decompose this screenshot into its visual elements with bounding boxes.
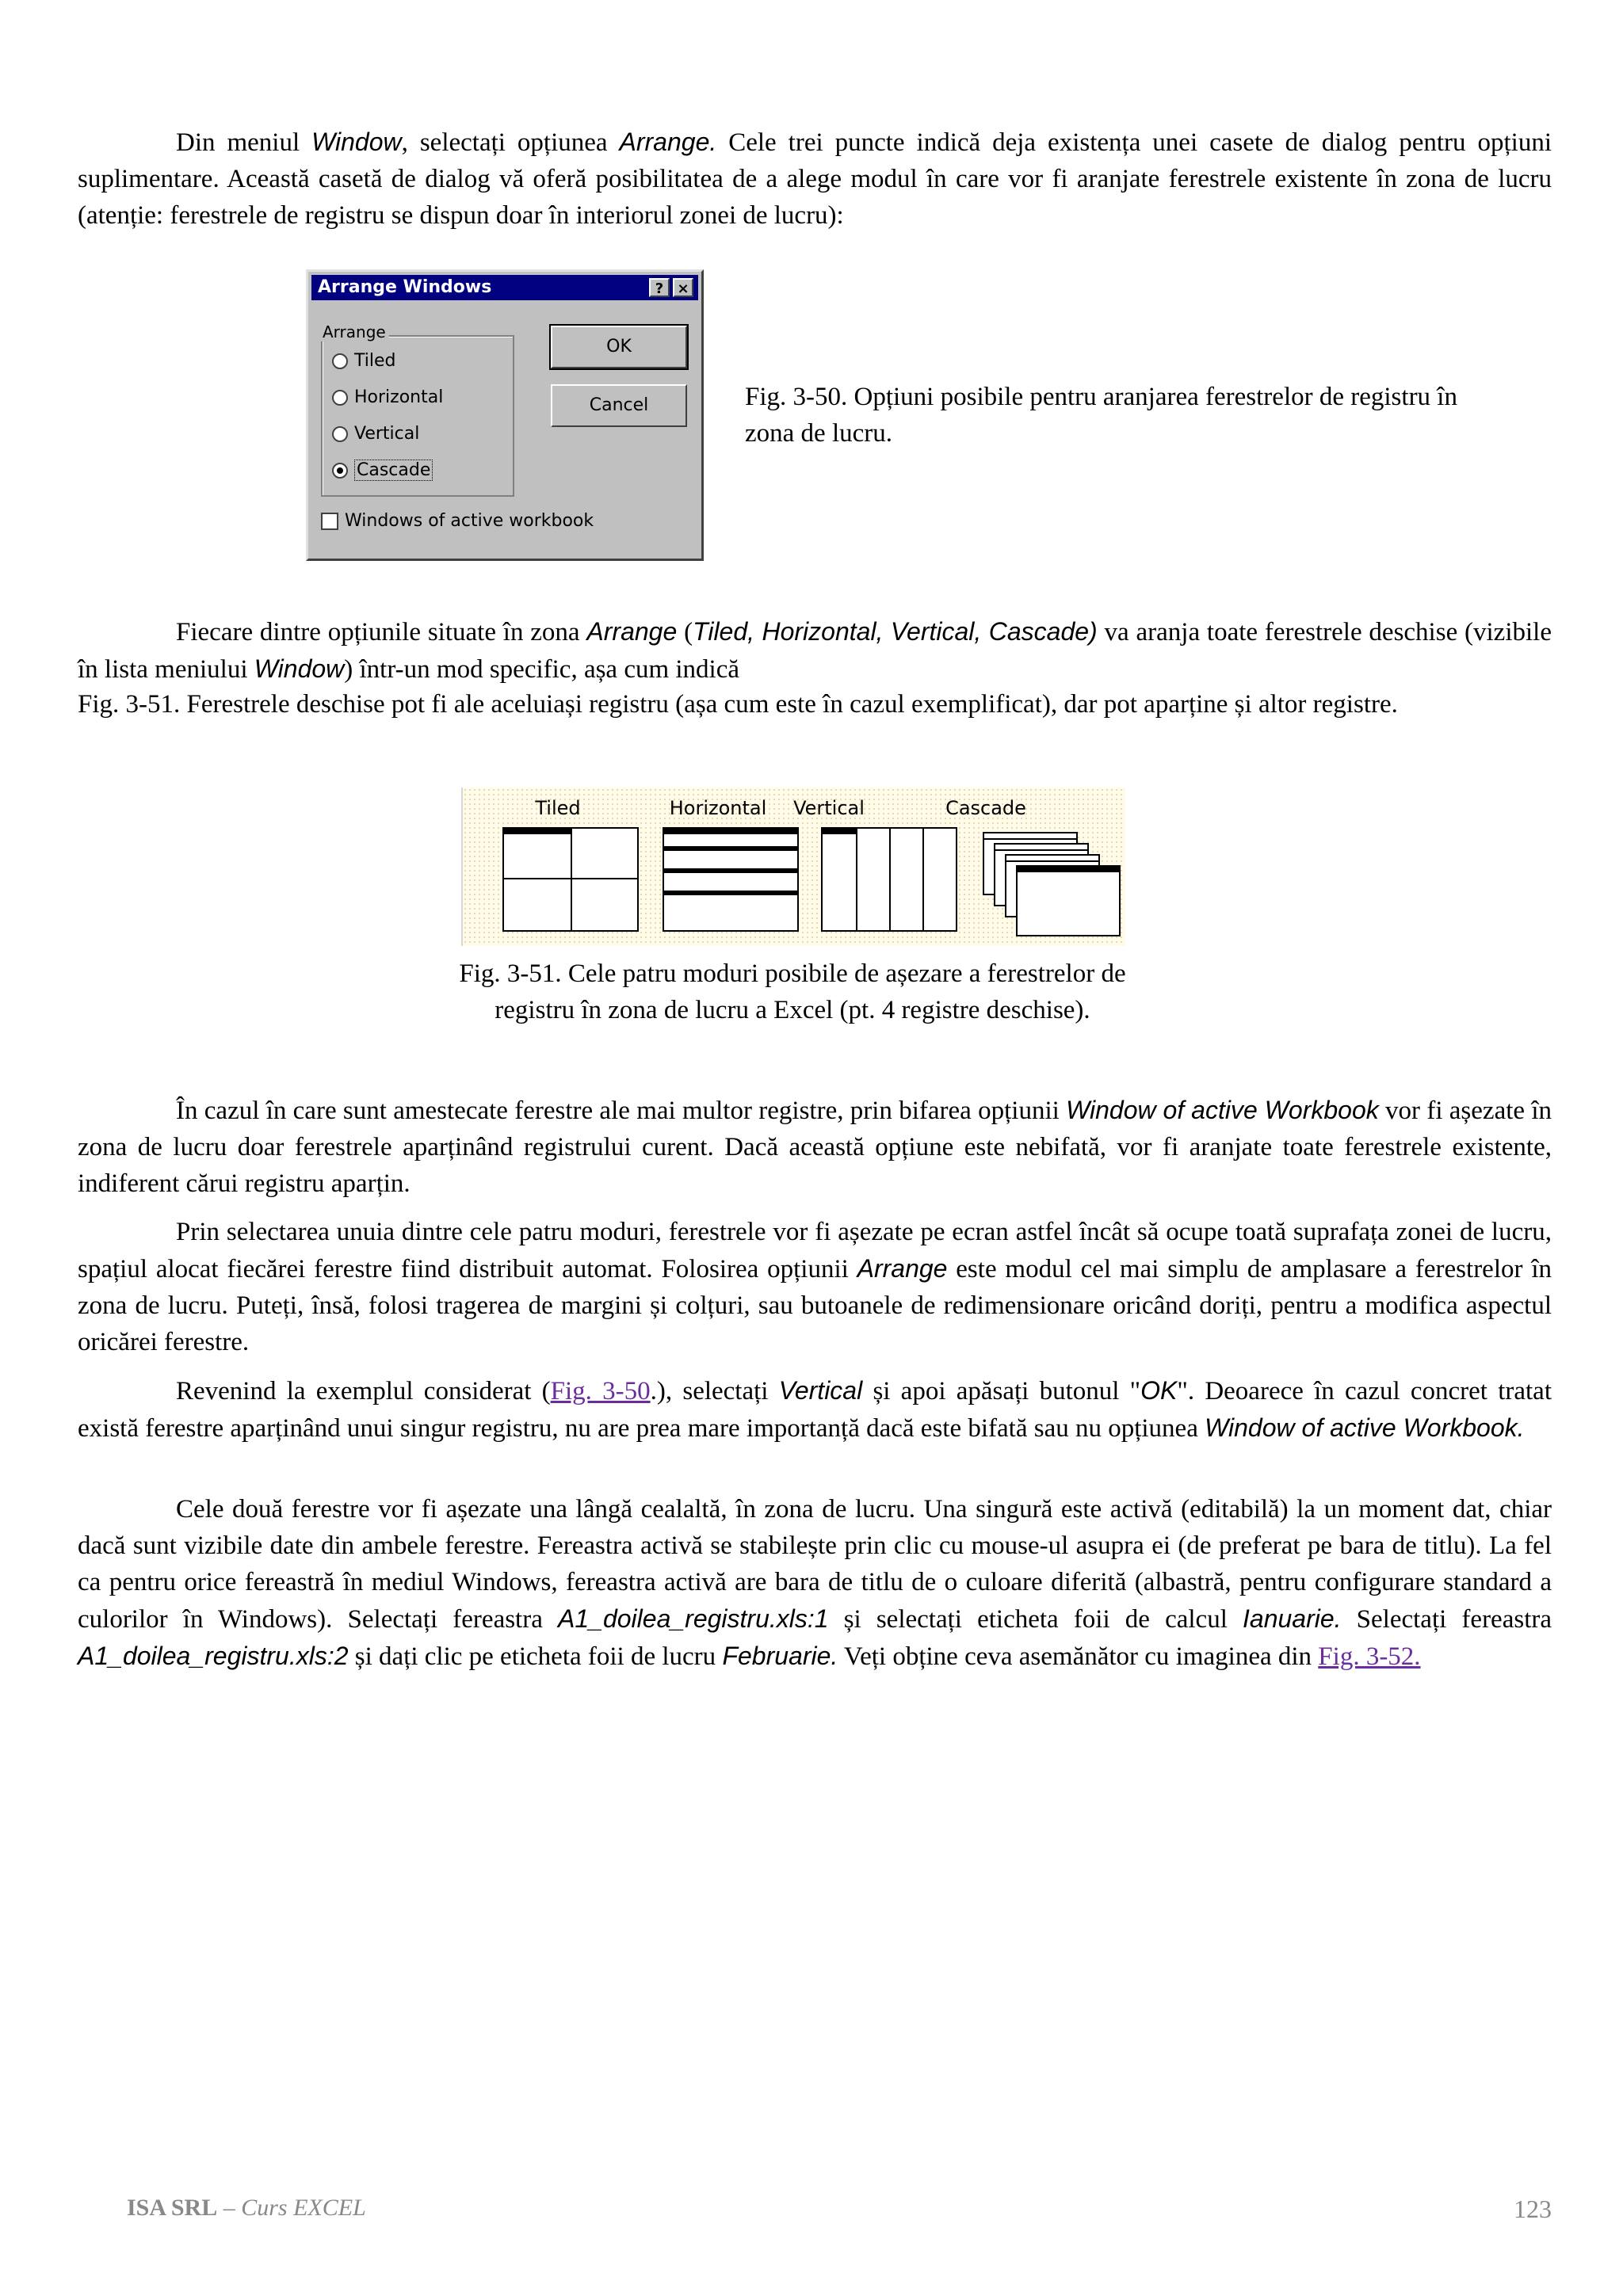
italic-term: Arrange. — [619, 128, 717, 156]
dialog-title: Arrange Windows — [318, 277, 492, 297]
divider — [664, 868, 797, 873]
italic-term: Vertical — [778, 1376, 863, 1405]
text: va aranja toate ferestrele deschise (vizibile în lista meniului — [78, 618, 1552, 684]
divider — [889, 829, 891, 930]
text: Selectați fereastra — [1341, 1605, 1552, 1634]
divider — [922, 829, 924, 930]
arrange-group-label: Arrange — [319, 322, 389, 341]
help-button[interactable]: ? — [649, 278, 670, 297]
text: și selectați eticheta foii de calcul — [828, 1605, 1243, 1634]
italic-term: Ianuarie. — [1243, 1604, 1342, 1633]
mode-label-tiled: Tiled — [535, 797, 581, 819]
italic-term: Window of active Workbook — [1066, 1096, 1379, 1124]
active-title-bar — [1018, 867, 1119, 872]
arrange-windows-dialog — [306, 269, 704, 561]
active-title-bar — [504, 829, 571, 834]
italic-term: Tiled, Horizontal, Vertical, Cascade) — [693, 617, 1098, 646]
radio-vertical[interactable] — [332, 424, 419, 444]
italic-term: OK — [1140, 1376, 1178, 1405]
radio-cascade[interactable] — [332, 460, 433, 480]
close-button[interactable]: × — [673, 278, 693, 297]
paragraph-intro — [78, 124, 1552, 234]
text: Revenind la exemplul considerat ( — [176, 1377, 551, 1405]
divider — [571, 829, 572, 930]
checkbox-label: Windows of active workbook — [345, 511, 594, 531]
footer-course: Curs EXCEL — [241, 2195, 366, 2221]
text: Cele două ferestre vor fi așezate una lângă cealaltă, în zona de lucru. Una singură este activă (editabilă) la un moment dat, chiar dacă sunt vizibile date din ambele ferestre. Fereastra activă se stabilește prin clic cu mouse-ul asupra ei (de preferat pe bara de titlu). La fel ca pentru orice fereastră în mediul Windows, fereastra activă are bara de titlu de o culoare diferită (albastră, pentru configurare standard a culorilor în Windows). Selectați fereastra — [78, 1495, 1552, 1634]
paragraph-example — [78, 1372, 1552, 1447]
text: și apoi apăsați butonul " — [862, 1377, 1141, 1405]
paragraph-arrange-options-cont — [78, 686, 1552, 723]
mode-label-vertical: Vertical — [793, 797, 865, 819]
fig-3-51-arrangement-modes — [461, 788, 1125, 946]
text: ) într-un mod specific, așa cum indică — [344, 655, 740, 684]
page-number: 123 — [1514, 2195, 1552, 2223]
divider — [504, 878, 637, 879]
footer-course-info — [127, 2195, 366, 2222]
horizontal-diagram — [663, 827, 799, 932]
mode-label-cascade: Cascade — [945, 797, 1026, 819]
fig-3-51-caption — [380, 955, 1205, 1028]
radio-label: Cascade — [354, 460, 433, 481]
italic-term: Window of active Workbook. — [1205, 1413, 1525, 1442]
paragraph-two-windows — [78, 1491, 1552, 1675]
radio-horizontal[interactable] — [332, 387, 443, 407]
divider — [856, 829, 857, 930]
text: Fig. 3-51. Ferestrele deschise pot fi ale aceluiași registru (așa cum este în cazul exemplificat), dar pot aparține și altor registre. — [78, 690, 1398, 719]
text: .), selectați — [650, 1377, 779, 1405]
divider — [664, 846, 797, 851]
footer-dash: – — [217, 2195, 242, 2221]
text: și dați clic pe eticheta foii de lucru — [348, 1642, 723, 1671]
text: Prin selectarea unuia dintre cele patru moduri, ferestrele vor fi așezate pe ecran astfel încât să ocupe toată suprafața zonei de lucru, spațiul alocat fiecărei ferestre fiind distribuit automat. Folosirea opțiunii — [78, 1218, 1552, 1283]
text: Veți obține ceva asemănător cu imaginea din — [838, 1642, 1319, 1671]
text: este modul cel mai simplu de amplasare a ferestrelor în zona de lucru. Puteți, însă, folosi tragerea de margini și colțuri, sau butoanele de redimensionare oricând doriți, pentru a modifica aspectul oricărei ferestre. — [78, 1255, 1552, 1356]
fig-3-50-caption: Fig. 3-50. Opțiuni posibile pentru aranjarea ferestrelor de registru în zona de lucru. — [745, 383, 1457, 448]
checkbox-icon — [321, 513, 338, 530]
radio-label: Horizontal — [354, 387, 444, 407]
paragraph-mixed-windows — [78, 1092, 1552, 1202]
radio-selected-icon — [332, 463, 348, 479]
text: Fiecare dintre opțiunile situate în zona — [176, 618, 587, 646]
cascade-window-4 — [1016, 865, 1121, 936]
italic-term: A1_doilea_registru.xls:2 — [78, 1642, 349, 1670]
radio-icon — [332, 390, 348, 406]
text: vor fi așezate în zona de lucru doar ferestrele aparținând registrului curent. Dacă această opțiune este nebifată, vor fi aranjate toate ferestrele existente, indiferent cărui registru aparțin. — [78, 1097, 1552, 1198]
windows-of-active-workbook-checkbox[interactable] — [321, 511, 594, 531]
radio-label: Vertical — [354, 424, 420, 444]
italic-term: Arrange — [857, 1254, 948, 1283]
tiled-diagram — [502, 827, 639, 932]
radio-icon — [332, 353, 348, 369]
text: ( — [677, 618, 693, 646]
link-fig-3-52[interactable]: Fig. 3-52. — [1318, 1642, 1421, 1671]
italic-term: Window — [311, 128, 402, 156]
text: Din meniul — [176, 128, 312, 157]
text: ". Deoarece în cazul concret tratat există ferestre aparținând unui singur registru, nu are prea mare importanță dacă este bifată sau nu opțiunea — [78, 1377, 1552, 1443]
italic-term: Februarie. — [722, 1642, 838, 1670]
footer-company: ISA SRL — [127, 2195, 218, 2221]
divider — [664, 891, 797, 895]
active-title-bar — [664, 829, 797, 834]
paragraph-arrange-options — [78, 613, 1552, 688]
caption-line: Fig. 3-51. Cele patru moduri posibile de așezare a ferestrelor de — [459, 959, 1126, 988]
ok-button[interactable]: OK — [551, 326, 687, 368]
mode-label-horizontal: Horizontal — [669, 797, 767, 819]
paragraph-modes-selection — [78, 1214, 1552, 1360]
italic-term: A1_doilea_registru.xls:1 — [558, 1604, 829, 1633]
radio-tiled[interactable] — [332, 351, 396, 371]
text: Cele trei puncte indică deja existența unei casete de dialog pentru opțiuni suplimentare. Această casetă de dialog vă oferă posibilitatea de a alege modul în care vor fi aranjate ferestrele existente în zona de lucru (atenție: ferestrele de registru se dispun doar în interiorul zonei de lucru): — [78, 128, 1552, 230]
active-title-bar — [823, 829, 856, 834]
link-fig-3-50[interactable]: Fig. 3-50 — [550, 1377, 651, 1405]
italic-term: Arrange — [586, 617, 678, 646]
radio-label: Tiled — [354, 351, 396, 371]
vertical-diagram — [821, 827, 957, 932]
radio-icon — [332, 426, 348, 442]
text: , selectați opțiunea — [401, 128, 620, 157]
italic-term: Window — [254, 654, 345, 683]
caption-line: registru în zona de lucru a Excel (pt. 4 registre deschise). — [495, 996, 1090, 1024]
cancel-button[interactable]: Cancel — [551, 384, 687, 427]
dialog-title-bar — [311, 275, 698, 300]
text: În cazul în care sunt amestecate ferestre ale mai multor registre, prin bifarea opțiunii — [176, 1097, 1067, 1125]
